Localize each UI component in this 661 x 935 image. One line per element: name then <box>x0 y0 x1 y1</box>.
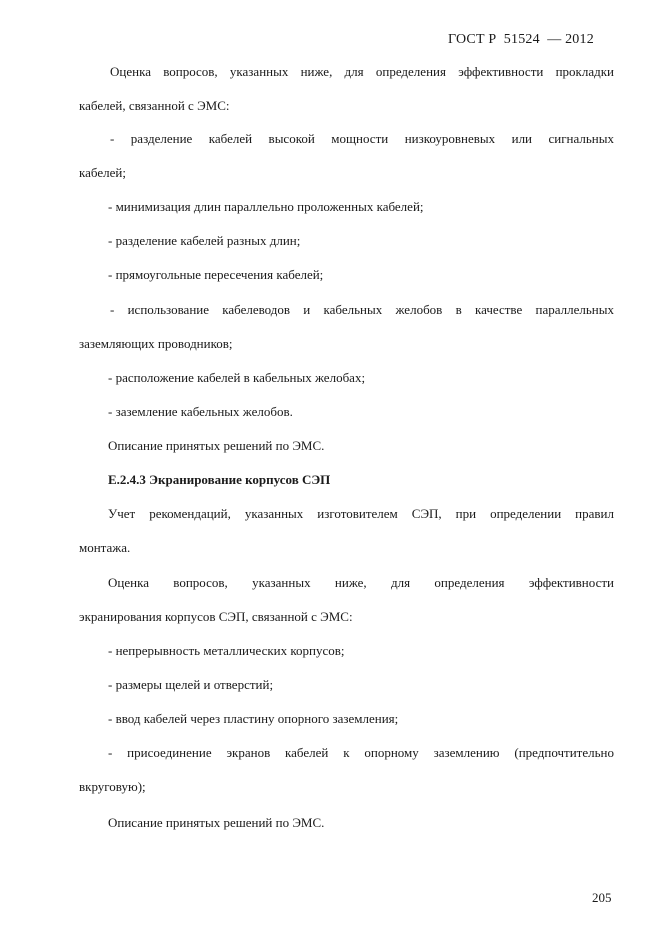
list-item: - ввод кабелей через пластину опорного заземления; <box>108 711 399 726</box>
paragraph-line: Оценка вопросов, указанных ниже, для определения эффективности прокладки <box>110 64 614 79</box>
list-item-line: вкруговую); <box>79 779 146 794</box>
list-item: - разделение кабелей разных длин; <box>108 233 301 248</box>
list-item-line: - использование кабелеводов и кабельных желобов в качестве параллельных <box>110 302 614 317</box>
list-item: - минимизация длин параллельно проложенных кабелей; <box>108 199 424 214</box>
paragraph-line: Описание принятых решений по ЭМС. <box>108 815 325 830</box>
list-item-line: заземляющих проводников; <box>79 336 233 351</box>
paragraph-line: монтажа. <box>79 540 131 555</box>
list-item-line: - присоединение экранов кабелей к опорному заземлению (предпочтительно <box>108 745 614 760</box>
list-item: - расположение кабелей в кабельных желобах; <box>108 370 366 385</box>
paragraph-line: Оценка вопросов, указанных ниже, для определения эффективности <box>108 575 614 590</box>
paragraph-line: Описание принятых решений по ЭМС. <box>108 438 325 453</box>
list-item-line: - разделение кабелей высокой мощности низкоуровневых или сигнальных <box>110 131 614 146</box>
list-item-line: кабелей; <box>79 165 126 180</box>
list-item: - прямоугольные пересечения кабелей; <box>108 267 324 282</box>
paragraph-line: Учет рекомендаций, указанных изготовителем СЭП, при определении правил <box>108 506 614 521</box>
list-item: - непрерывность металлических корпусов; <box>108 643 345 658</box>
list-item: - заземление кабельных желобов. <box>108 404 293 419</box>
list-item: - размеры щелей и отверстий; <box>108 677 274 692</box>
section-heading: Е.2.4.3 Экранирование корпусов СЭП <box>108 472 331 487</box>
paragraph-line: кабелей, связанной с ЭМС: <box>79 98 230 113</box>
page-number: 205 <box>592 890 612 905</box>
document-header: ГОСТ Р 51524 — 2012 <box>448 32 594 47</box>
paragraph-line: экранирования корпусов СЭП, связанной с ЭМС: <box>79 609 353 624</box>
